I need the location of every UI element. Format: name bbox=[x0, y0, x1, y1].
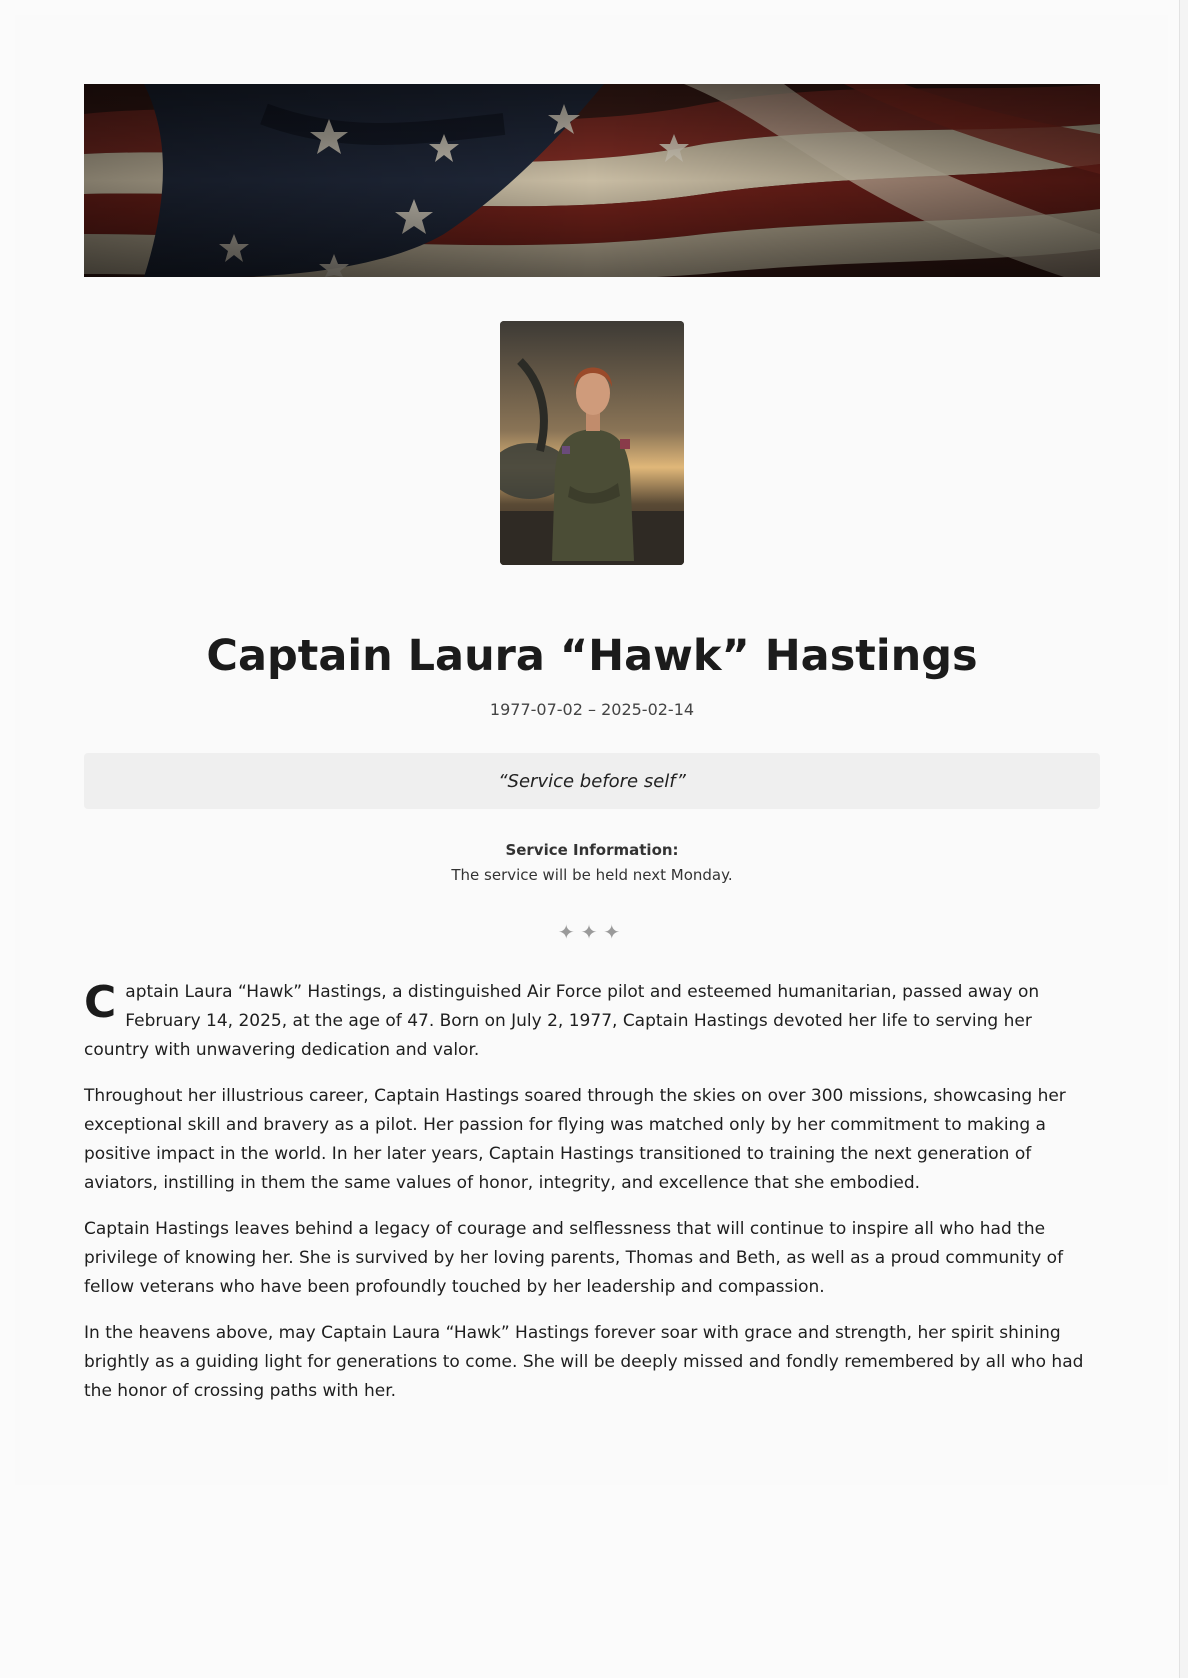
epitaph-quote: “Service before self” bbox=[498, 770, 686, 792]
paragraph-1 bbox=[84, 978, 1100, 1065]
service-info-heading: Service Information: bbox=[505, 841, 679, 859]
scrollbar[interactable] bbox=[1179, 0, 1188, 1678]
american-flag-image bbox=[84, 84, 1100, 277]
portrait-photo bbox=[500, 321, 684, 565]
life-dates: 1977-07-02 – 2025-02-14 bbox=[489, 700, 695, 719]
drop-cap: C bbox=[84, 977, 117, 1028]
pilot-portrait-image bbox=[500, 321, 684, 565]
paragraph-3: Captain Hastings leaves behind a legacy of courage and selflessness that will continue to inspire all who had the privilege of knowing her. She is survived by her loving parents, Thomas and Beth, as well as a proud community of fellow veterans who have been profoundly touched by her leadership and compassion. bbox=[84, 1219, 1064, 1297]
paragraph-2: Throughout her illustrious career, Captain Hastings soared through the skies on over 300 missions, showcasing her exceptional skill and bravery as a pilot. Her passion for flying was matched only by her commitment to making a positive impact in the world. In her later years, Captain Hastings transitioned to training the next generation of aviators, instilling in them the same values of honor, integrity, and excellence that she embodied. bbox=[84, 1086, 1066, 1193]
deceased-name: Captain Laura “Hawk” Hastings bbox=[206, 631, 978, 681]
paragraph-1-text: aptain Laura “Hawk” Hastings, a distinguished Air Force pilot and esteemed humanitarian, passed away on February 14, 2025, at the age of 47. Born on July 2, 1977, Captain Hastings devoted her life to serving her country with unwavering dedication and valor. bbox=[84, 982, 1040, 1060]
obituary-body bbox=[84, 978, 1100, 1423]
service-info-text: The service will be held next Monday. bbox=[451, 866, 733, 884]
epitaph-quote-box bbox=[84, 753, 1100, 809]
paragraph-4: In the heavens above, may Captain Laura “Hawk” Hastings forever soar with grace and strength, her spirit shining brightly as a guiding light for generations to come. She will be deeply missed and fondly remembered by all who had the honor of crossing paths with her. bbox=[84, 1323, 1084, 1401]
ornament-divider: ✦✦✦ bbox=[557, 920, 627, 944]
flag-banner bbox=[84, 84, 1100, 277]
